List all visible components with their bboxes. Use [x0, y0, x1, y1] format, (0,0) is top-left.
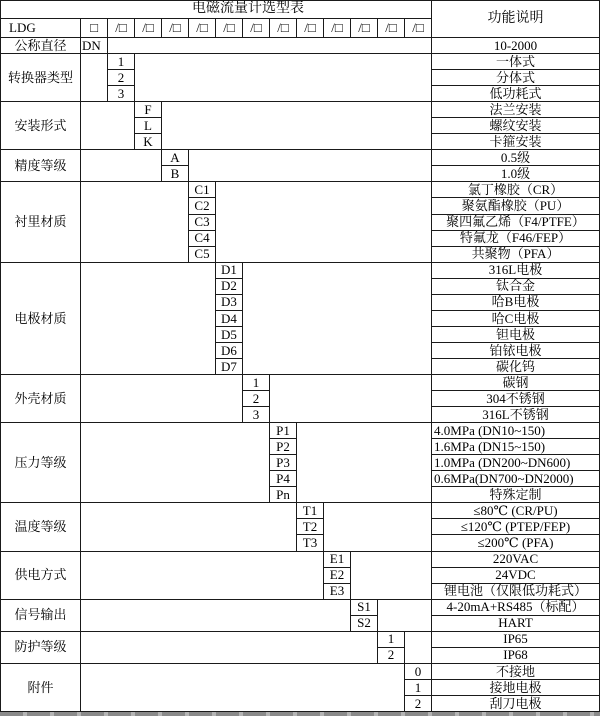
spacer-cell — [378, 599, 432, 631]
desc-cell: 钛合金 — [432, 278, 600, 294]
code-cell: 2 — [243, 391, 270, 407]
desc-cell: 304不锈钢 — [432, 391, 600, 407]
desc-cell: 共聚物（PFA） — [432, 246, 600, 262]
desc-cell: 铂铱电极 — [432, 342, 600, 358]
desc-cell: 一体式 — [432, 54, 600, 70]
category-label: 供电方式 — [1, 551, 81, 599]
desc-cell: 1.0MPa (DN200~DN600) — [432, 455, 600, 471]
code-cell: D5 — [216, 326, 243, 342]
spacer-cell — [81, 551, 324, 599]
desc-cell: 哈C电极 — [432, 310, 600, 326]
code-cell: A — [162, 150, 189, 166]
code-cell: 2 — [108, 70, 135, 86]
code-cell: C4 — [189, 230, 216, 246]
category-label: 公称直径 — [1, 38, 81, 54]
desc-cell: ≤120℃ (PTEP/FEP) — [432, 519, 600, 535]
table-title: 电磁流量计选型表 — [1, 1, 432, 19]
desc-cell: 不接地 — [432, 663, 600, 679]
desc-cell: 碳钢 — [432, 374, 600, 390]
spacer-cell — [81, 54, 108, 102]
desc-cell: ≤80℃ (CR/PU) — [432, 503, 600, 519]
desc-cell: 法兰安装 — [432, 102, 600, 118]
code-cell: P2 — [270, 439, 297, 455]
model-segment: /□ — [270, 19, 297, 38]
category-label: 转换器类型 — [1, 54, 81, 102]
spacer-cell — [324, 503, 432, 551]
category-label: 附件 — [1, 663, 81, 711]
code-cell: E3 — [324, 583, 351, 599]
code-cell: P4 — [270, 471, 297, 487]
category-label: 防护等级 — [1, 631, 81, 663]
code-cell: F — [135, 102, 162, 118]
code-cell: T3 — [297, 535, 324, 551]
model-segment: /□ — [405, 19, 432, 38]
code-cell: B — [162, 166, 189, 182]
category-label: 外壳材质 — [1, 374, 81, 422]
desc-cell: 锂电池（仅限低功耗式） — [432, 583, 600, 599]
spacer-cell — [81, 150, 162, 182]
model-segment: /□ — [351, 19, 378, 38]
spacer-cell — [216, 182, 432, 262]
spacer-cell — [81, 631, 378, 663]
code-cell: E1 — [324, 551, 351, 567]
spacer-cell — [162, 102, 432, 150]
desc-cell: 分体式 — [432, 70, 600, 86]
code-cell: K — [135, 134, 162, 150]
desc-cell: 刮刀电极 — [432, 695, 600, 711]
category-label: 电极材质 — [1, 262, 81, 374]
code-cell: D1 — [216, 262, 243, 278]
code-cell: S2 — [351, 615, 378, 631]
desc-cell: 氯丁橡胶（CR） — [432, 182, 600, 198]
desc-cell: 钽电极 — [432, 326, 600, 342]
model-prefix: LDG — [1, 19, 81, 38]
code-cell: 2 — [405, 695, 432, 711]
spacer-cell — [81, 102, 135, 150]
category-label: 衬里材质 — [1, 182, 81, 262]
model-box: □ — [81, 19, 108, 38]
model-segment: /□ — [216, 19, 243, 38]
spacer-cell — [81, 262, 216, 374]
code-cell: 1 — [378, 631, 405, 647]
desc-cell: 0.5级 — [432, 150, 600, 166]
desc-cell: IP65 — [432, 631, 600, 647]
code-cell: P1 — [270, 423, 297, 439]
desc-cell: HART — [432, 615, 600, 631]
code-cell: D2 — [216, 278, 243, 294]
desc-cell: IP68 — [432, 647, 600, 663]
category-label: 信号输出 — [1, 599, 81, 631]
model-segment: /□ — [243, 19, 270, 38]
code-cell: 0 — [405, 663, 432, 679]
spacer-cell — [81, 599, 351, 631]
code-cell: S1 — [351, 599, 378, 615]
category-label: 压力等级 — [1, 423, 81, 503]
desc-cell: 特氟龙（F46/FEP） — [432, 230, 600, 246]
desc-cell: 316L不锈钢 — [432, 407, 600, 423]
code-cell: C3 — [189, 214, 216, 230]
spacer-cell — [81, 503, 297, 551]
desc-cell: 螺纹安装 — [432, 118, 600, 134]
code-cell: C2 — [189, 198, 216, 214]
code-cell: P3 — [270, 455, 297, 471]
code-cell: C1 — [189, 182, 216, 198]
spacer-cell — [270, 374, 432, 422]
code-cell: Pn — [270, 487, 297, 503]
desc-cell: 特殊定制 — [432, 487, 600, 503]
code-cell: L — [135, 118, 162, 134]
desc-cell: 聚四氟乙烯（F4/PTFE） — [432, 214, 600, 230]
desc-cell: 1.6MPa (DN15~150) — [432, 439, 600, 455]
desc-cell: 卡箍安装 — [432, 134, 600, 150]
desc-cell: 316L电极 — [432, 262, 600, 278]
spacer-cell — [81, 374, 243, 422]
desc-cell: 聚氨酯橡胶（PU） — [432, 198, 600, 214]
desc-cell: 24VDC — [432, 567, 600, 583]
bottom-edge-bar — [0, 712, 600, 716]
desc-cell: 碳化钨 — [432, 358, 600, 374]
desc-cell: ≤200℃ (PFA) — [432, 535, 600, 551]
code-cell: 1 — [405, 679, 432, 695]
desc-cell: 0.6MPa(DN700~DN2000) — [432, 471, 600, 487]
spacer-cell — [297, 423, 432, 503]
code-cell: C5 — [189, 246, 216, 262]
model-segment: /□ — [108, 19, 135, 38]
code-cell: D4 — [216, 310, 243, 326]
model-segment: /□ — [135, 19, 162, 38]
desc-cell: 哈B电极 — [432, 294, 600, 310]
desc-cell: 接地电极 — [432, 679, 600, 695]
desc-cell: 4-20mA+RS485（标配） — [432, 599, 600, 615]
code-cell: D6 — [216, 342, 243, 358]
desc-cell: 220VAC — [432, 551, 600, 567]
code-cell: 3 — [243, 407, 270, 423]
spacer-cell — [108, 38, 432, 54]
code-cell: D3 — [216, 294, 243, 310]
spacer-cell — [81, 182, 189, 262]
code-cell: 3 — [108, 86, 135, 102]
model-segment: /□ — [297, 19, 324, 38]
category-label: 安装形式 — [1, 102, 81, 150]
code-cell: 2 — [378, 647, 405, 663]
spacer-cell — [405, 631, 432, 663]
category-label: 温度等级 — [1, 503, 81, 551]
desc-cell: 10-2000 — [432, 38, 600, 54]
code-cell: T2 — [297, 519, 324, 535]
spacer-cell — [81, 663, 405, 711]
category-label: 精度等级 — [1, 150, 81, 182]
model-segment: /□ — [162, 19, 189, 38]
spacer-cell — [351, 551, 432, 599]
code-cell: 1 — [108, 54, 135, 70]
spacer-cell — [243, 262, 432, 374]
desc-cell: 低功耗式 — [432, 86, 600, 102]
model-segment: /□ — [378, 19, 405, 38]
desc-cell: 1.0级 — [432, 166, 600, 182]
code-cell: T1 — [297, 503, 324, 519]
spacer-cell — [81, 423, 270, 503]
spacer-cell — [135, 54, 432, 102]
spacer-cell — [189, 150, 432, 182]
code-cell: D7 — [216, 358, 243, 374]
code-cell: 1 — [243, 374, 270, 390]
model-segment: /□ — [324, 19, 351, 38]
function-column-header: 功能说明 — [432, 1, 600, 38]
code-cell: DN — [81, 38, 108, 54]
desc-cell: 4.0MPa (DN10~150) — [432, 423, 600, 439]
code-cell: E2 — [324, 567, 351, 583]
model-segment: /□ — [189, 19, 216, 38]
